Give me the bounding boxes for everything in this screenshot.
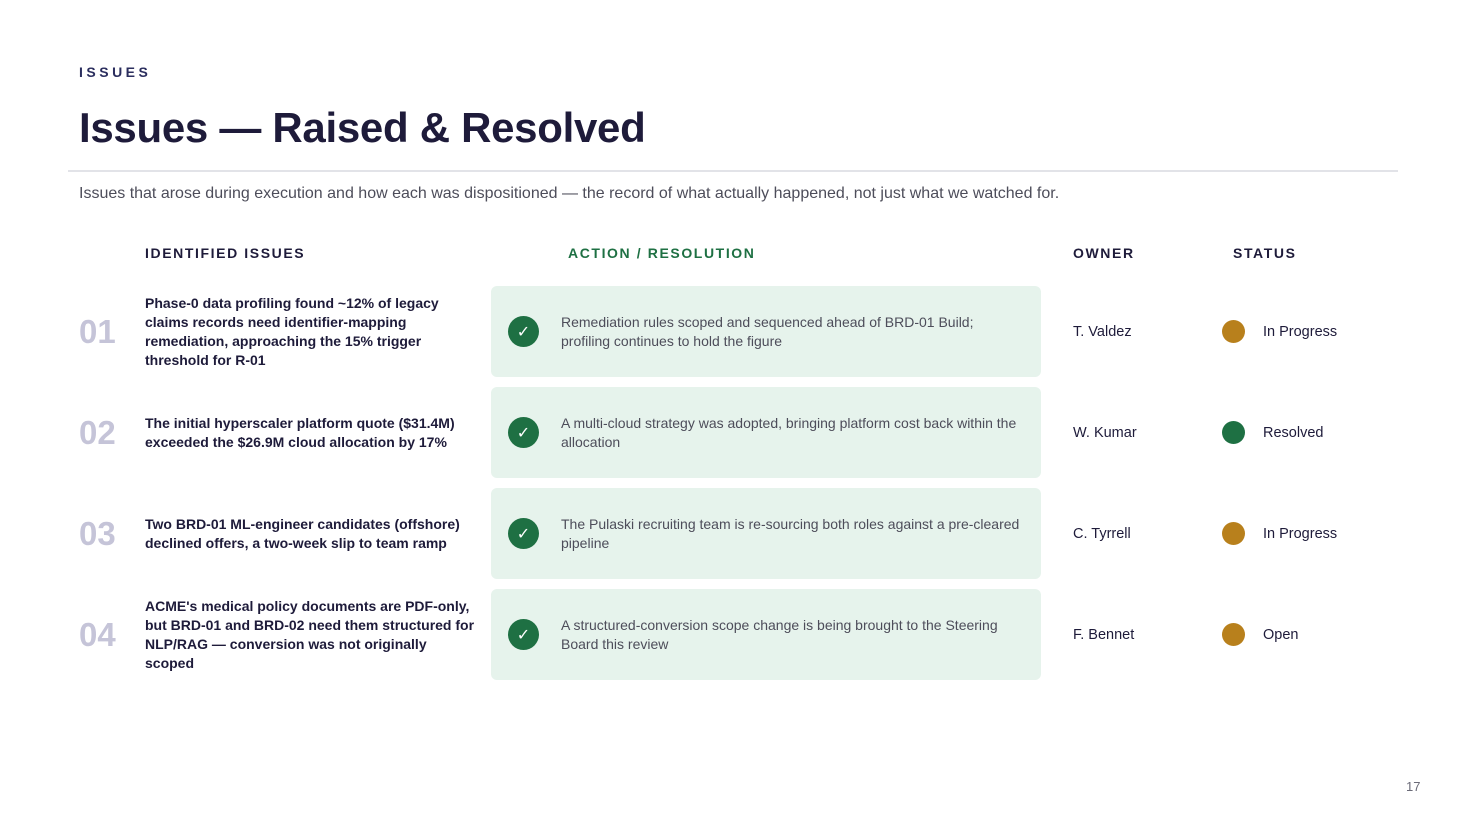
issue-description: Two BRD-01 ML-engineer candidates (offshore) declined offers, a two-week slip to team ramp [145, 515, 460, 551]
column-header-owner: OWNER [1073, 245, 1135, 261]
owner-name: F. Bennet [1073, 626, 1135, 643]
check-icon: ✓ [508, 518, 539, 549]
column-header-status: STATUS [1233, 245, 1297, 261]
issue-number: 02 [79, 413, 116, 451]
owner-name: C. Tyrrell [1073, 525, 1131, 542]
status-dot-icon [1222, 421, 1245, 444]
issue-number: 04 [79, 615, 116, 653]
issue-row-03 [0, 488, 1466, 579]
action-text: A structured-conversion scope change is being brought to the Steering Board this review [561, 616, 998, 652]
action-card [491, 286, 1041, 377]
check-icon: ✓ [508, 619, 539, 650]
issue-description: The initial hyperscaler platform quote ($31.4M) exceeded the $26.9M cloud allocation by 17% [145, 414, 455, 450]
status-dot-icon [1222, 522, 1245, 545]
status-label: In Progress [1263, 323, 1338, 340]
owner-name: T. Valdez [1073, 323, 1132, 340]
status-label: In Progress [1263, 525, 1338, 542]
column-header-issues: IDENTIFIED ISSUES [145, 245, 306, 261]
status-dot-icon [1222, 320, 1245, 343]
page-title: Issues — Raised & Resolved [79, 104, 646, 151]
check-icon: ✓ [508, 316, 539, 347]
issue-row-04 [0, 589, 1466, 680]
issue-row-02 [0, 387, 1466, 478]
action-card [491, 589, 1041, 680]
action-card [491, 488, 1041, 579]
issue-number: 01 [79, 312, 116, 350]
issue-number: 03 [79, 514, 116, 552]
status-label: Open [1263, 626, 1299, 643]
issue-description: ACME's medical policy documents are PDF-only, but BRD-01 and BRD-02 need them structured for NLP/RAG — conversion was not originally scoped [145, 597, 475, 671]
action-text: Remediation rules scoped and sequenced ahead of BRD-01 Build; profiling continues to hold the figure [561, 313, 974, 349]
page-number: 17 [1406, 779, 1421, 794]
section-eyebrow: ISSUES [79, 64, 152, 80]
column-header-action: ACTION / RESOLUTION [568, 245, 756, 261]
status-label: Resolved [1263, 424, 1324, 441]
action-card [491, 387, 1041, 478]
issue-row-01 [0, 286, 1466, 377]
action-text: The Pulaski recruiting team is re-sourcing both roles against a pre-cleared pipeline [561, 515, 1020, 551]
status-dot-icon [1222, 623, 1245, 646]
issue-description: Phase-0 data profiling found ~12% of legacy claims records need identifier-mapping remediation, approaching the 15% trigger threshold for R-01 [145, 294, 439, 368]
owner-name: W. Kumar [1073, 424, 1137, 441]
action-text: A multi-cloud strategy was adopted, bringing platform cost back within the allocation [561, 414, 1017, 450]
check-icon: ✓ [508, 417, 539, 448]
page-subtitle: Issues that arose during execution and how each was dispositioned — the record of what actually happened, not just what we watched for. [79, 185, 1060, 202]
title-divider [68, 170, 1398, 172]
